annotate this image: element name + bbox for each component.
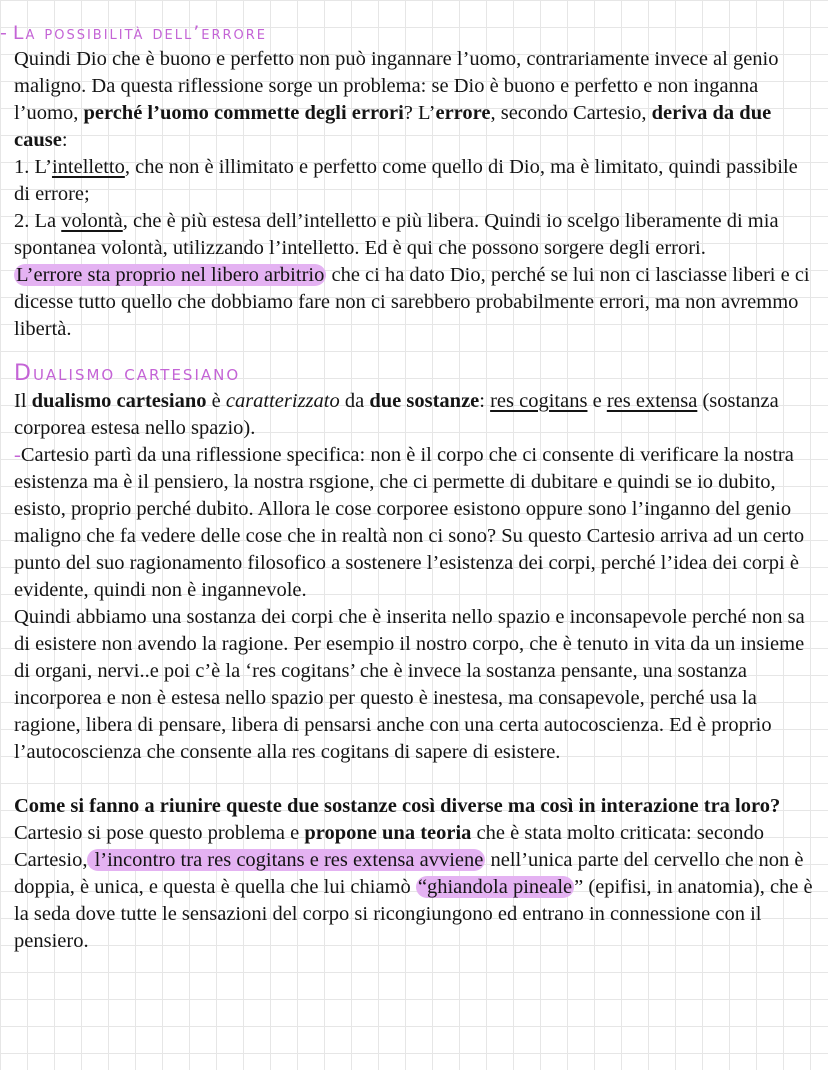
text: 1. L’ [14,156,52,178]
text: , che non è illimitato e perfetto come quello di Dio, ma è limitato, quindi passibile di errore; [14,156,798,205]
paragraph-ghiandola-pineale [14,793,818,955]
section-heading-error-text: La possibilità dell’errore [12,22,267,44]
underlined-text: res extensa [606,390,698,412]
underlined-text: intelletto [51,156,125,178]
bold-text: dualismo cartesiano [31,390,207,412]
list-item-intelletto [14,154,818,208]
text: , che è più estesa dell’intelletto e più libera. Quindi io scelgo liberamente di mia spontanea volontà, utilizzando l’intelletto. Ed è qui che possono sorgere degli errori. [14,210,779,259]
paragraph-intro-error [14,46,818,154]
text: (sostanza corporea estesa nello spazio). [14,390,779,439]
text: Il [14,390,32,412]
underlined-text: res cogitans [490,390,588,412]
heading-dash: - [0,22,7,44]
paragraph-dualismo-definition [14,388,818,442]
dash-mark: - [14,444,21,466]
bold-text: errore [435,102,491,124]
text: ” (epifisi, in anatomia), che è la seda dove tutte le sensazioni del corpo si ricongiungono ed entrano in connessione con il pensiero. [14,876,813,952]
italic-text: caratterizzato [225,390,340,412]
text: nell’unica parte del cervello che non è doppia, è unica, e questa è quella che lui chiamò [14,849,804,898]
highlighted-text: “ghiandola pineale [417,876,573,898]
paragraph-sostanza-corpi: Quindi abbiamo una sostanza dei corpi che è inserita nello spazio e inconsapevole perché non sa di esistere non avendo la ragione. Per esempio il nostro corpo, che è tenuto in vita da un insieme di organi, nervi..e poi c’è la ‘res cogitans’ che è invece la sostanza pensante, una sostanza incorporea e non è estesa nello spazio per questo è inestesa, ma consapevole, perché usa la ragione, libera di pensare, libera di pensarsi anche con una certa autocoscienza. Ed è proprio l’autocoscienza che consente alla res cogitans di sapere di esistere. [14,606,805,763]
list-item-volonta [14,208,818,262]
text: , secondo Cartesio, [490,102,652,124]
spacer [14,766,818,793]
text: da [339,390,370,412]
text: : [479,390,491,412]
text: Cartesio partì da una riflessione specifica: non è il corpo che ci consente di verificare la nostra esistenza ma è il pensiero, la nostra rsgione, che ci permette di dubitare e quindi se io dubito, esisto, proprio perché dubito. Allora le cose corporee esistono oppure sono l’inganno del genio maligno che fa vedere delle cose che in realtà non ci sono? Su questo Cartesio arriva ad un certo punto del suo ragionamento filosofico a sostenere l’esistenza dei corpi, perché l’idea dei corpi è evidente, quindi non è ingannevole. [14,444,805,601]
bold-text: perché l’uomo commette degli errori [83,102,404,124]
section-heading-dualismo: Dualismo cartesiano [14,361,241,386]
bold-text: due sostanze [369,390,480,412]
text: 2. La [14,210,62,232]
spacer [14,343,818,360]
underlined-text: volontà [61,210,123,232]
paragraph-libero-arbitrio [14,262,818,343]
text: e [587,390,607,412]
highlighted-text: L’errore sta proprio nel libero arbitrio [16,264,325,286]
section-heading-error [0,20,818,46]
text: Quindi Dio che è buono e perfetto non può ingannare l’uomo, contrariamente invece al genio maligno. Da questa riflessione sorge un problema: se Dio è buono e perfetto e non inganna l’uomo, [14,48,779,124]
text: che ci ha dato Dio, perché se lui non ci lasciasse liberi e ci dicesse tutto quello che dobbiamo fare non ci sarebbero probabilmente errori, ma non avremmo libertà. [14,264,810,340]
text: : [61,129,68,151]
bold-text: deriva da due cause [14,102,772,151]
text: che è stata molto criticata: secondo Cartesio, [14,822,764,871]
paragraph-cartesio-riflessione [14,442,818,604]
text: è [206,390,226,412]
bold-text: propone una teoria [304,822,472,844]
highlighted-text: l’incontro tra res cogitans e res extensa avviene [89,849,484,871]
bold-text: Come si fanno a riunire queste due sostanze così diverse ma così in interazione tra loro? [14,795,781,817]
text: Cartesio si pose questo problema e [14,822,305,844]
text: ? L’ [403,102,436,124]
